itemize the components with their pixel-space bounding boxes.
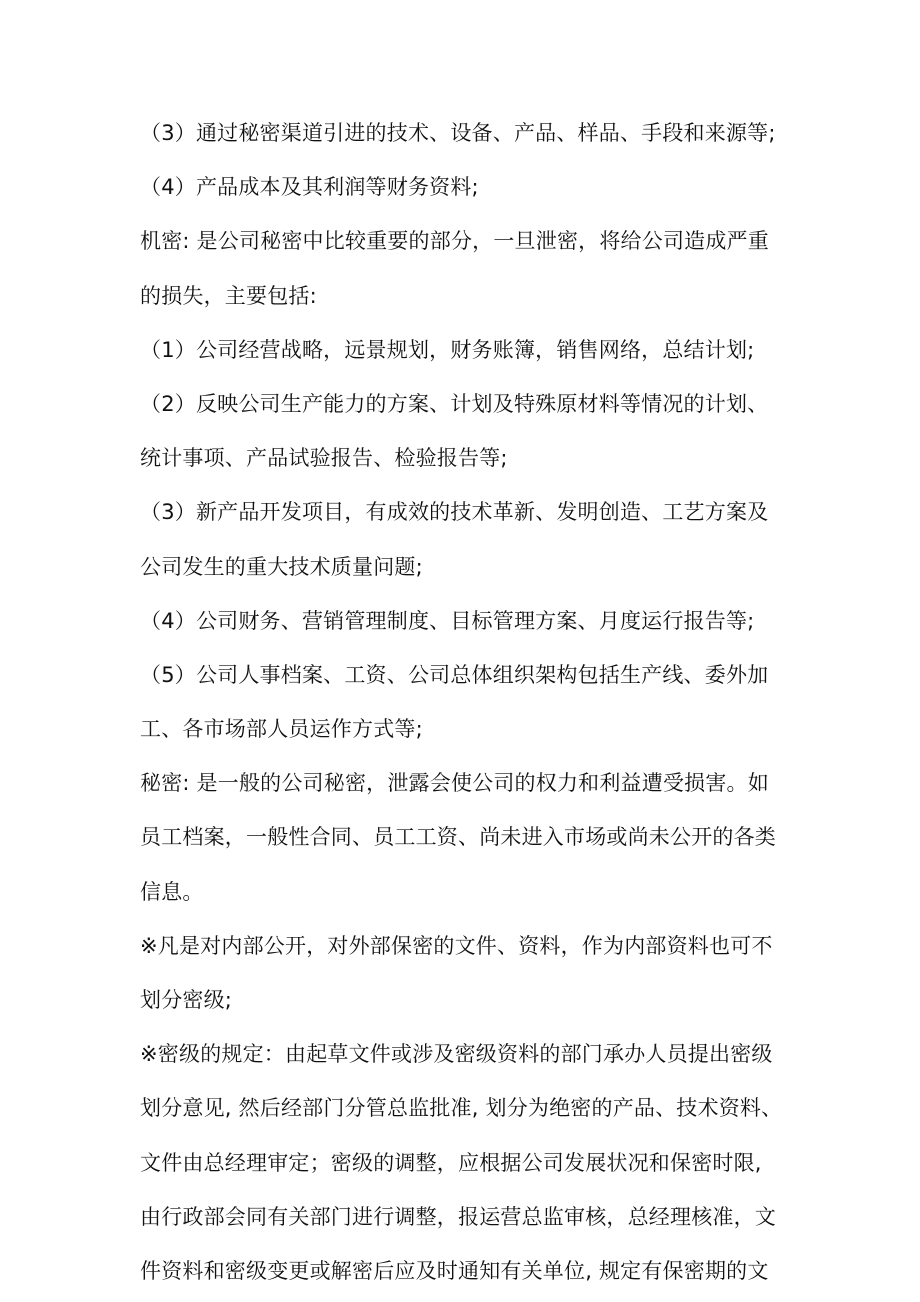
- document-body: [140, 106, 790, 1298]
- text-line: 公司发生的重大技术质量问题;: [140, 554, 423, 579]
- text-line: ※凡是对内部公开，对外部保密的文件、资料，作为内部资料也可不: [140, 933, 773, 958]
- text-line: （3）新产品开发项目，有成效的技术革新、发明创造、工艺方案及: [140, 500, 769, 525]
- text-line: 机密: 是公司秘密中比较重要的部分，一旦泄密，将给公司造成严重: [140, 229, 769, 254]
- text-line: （4）公司财务、营销管理制度、目标管理方案、月度运行报告等;: [140, 608, 755, 633]
- text-line: 工、各市场部人员运作方式等;: [140, 717, 423, 742]
- text-line: （5）公司人事档案、工资、公司总体组织架构包括生产线、委外加: [140, 662, 769, 687]
- text-line: 员工档案，一般性合同、员工工资、尚未进入市场或尚未公开的各类: [140, 825, 776, 850]
- text-line: 划分密级;: [140, 988, 233, 1012]
- text-line: 文件由总经理审定；密级的调整，应根据公司发展状况和保密时限,: [140, 1150, 762, 1175]
- text-line: 件资料和密级变更或解密后应及时通知有关单位, 规定有保密期的文: [140, 1258, 769, 1283]
- text-line: 秘密: 是一般的公司秘密，泄露会使公司的权力和利益遭受损害。如: [140, 771, 769, 796]
- text-line: 的损失，主要包括:: [140, 283, 317, 308]
- text-line: ※密级的规定：由起草文件或涉及密级资料的部门承办人员提出密级: [140, 1042, 773, 1067]
- text-line: （2）反映公司生产能力的方案、计划及特殊原材料等情况的计划、: [140, 391, 769, 416]
- text-line: 划分意见, 然后经部门分管总监批准, 划分为绝密的产品、技术资料、: [140, 1096, 783, 1121]
- text-line: 由行政部会同有关部门进行调整，报运营总监审核，总经理核准，文: [140, 1204, 776, 1229]
- text-line: 统计事项、产品试验报告、检验报告等;: [140, 446, 508, 471]
- text-line: （3）通过秘密渠道引进的技术、设备、产品、样品、手段和来源等;: [140, 121, 776, 145]
- text-line: （4）产品成本及其利润等财务资料;: [140, 175, 479, 200]
- text-line: （1）公司经营战略，远景规划，财务账簿，销售网络，总结计划;: [140, 337, 755, 362]
- text-line: 信息。: [140, 879, 204, 904]
